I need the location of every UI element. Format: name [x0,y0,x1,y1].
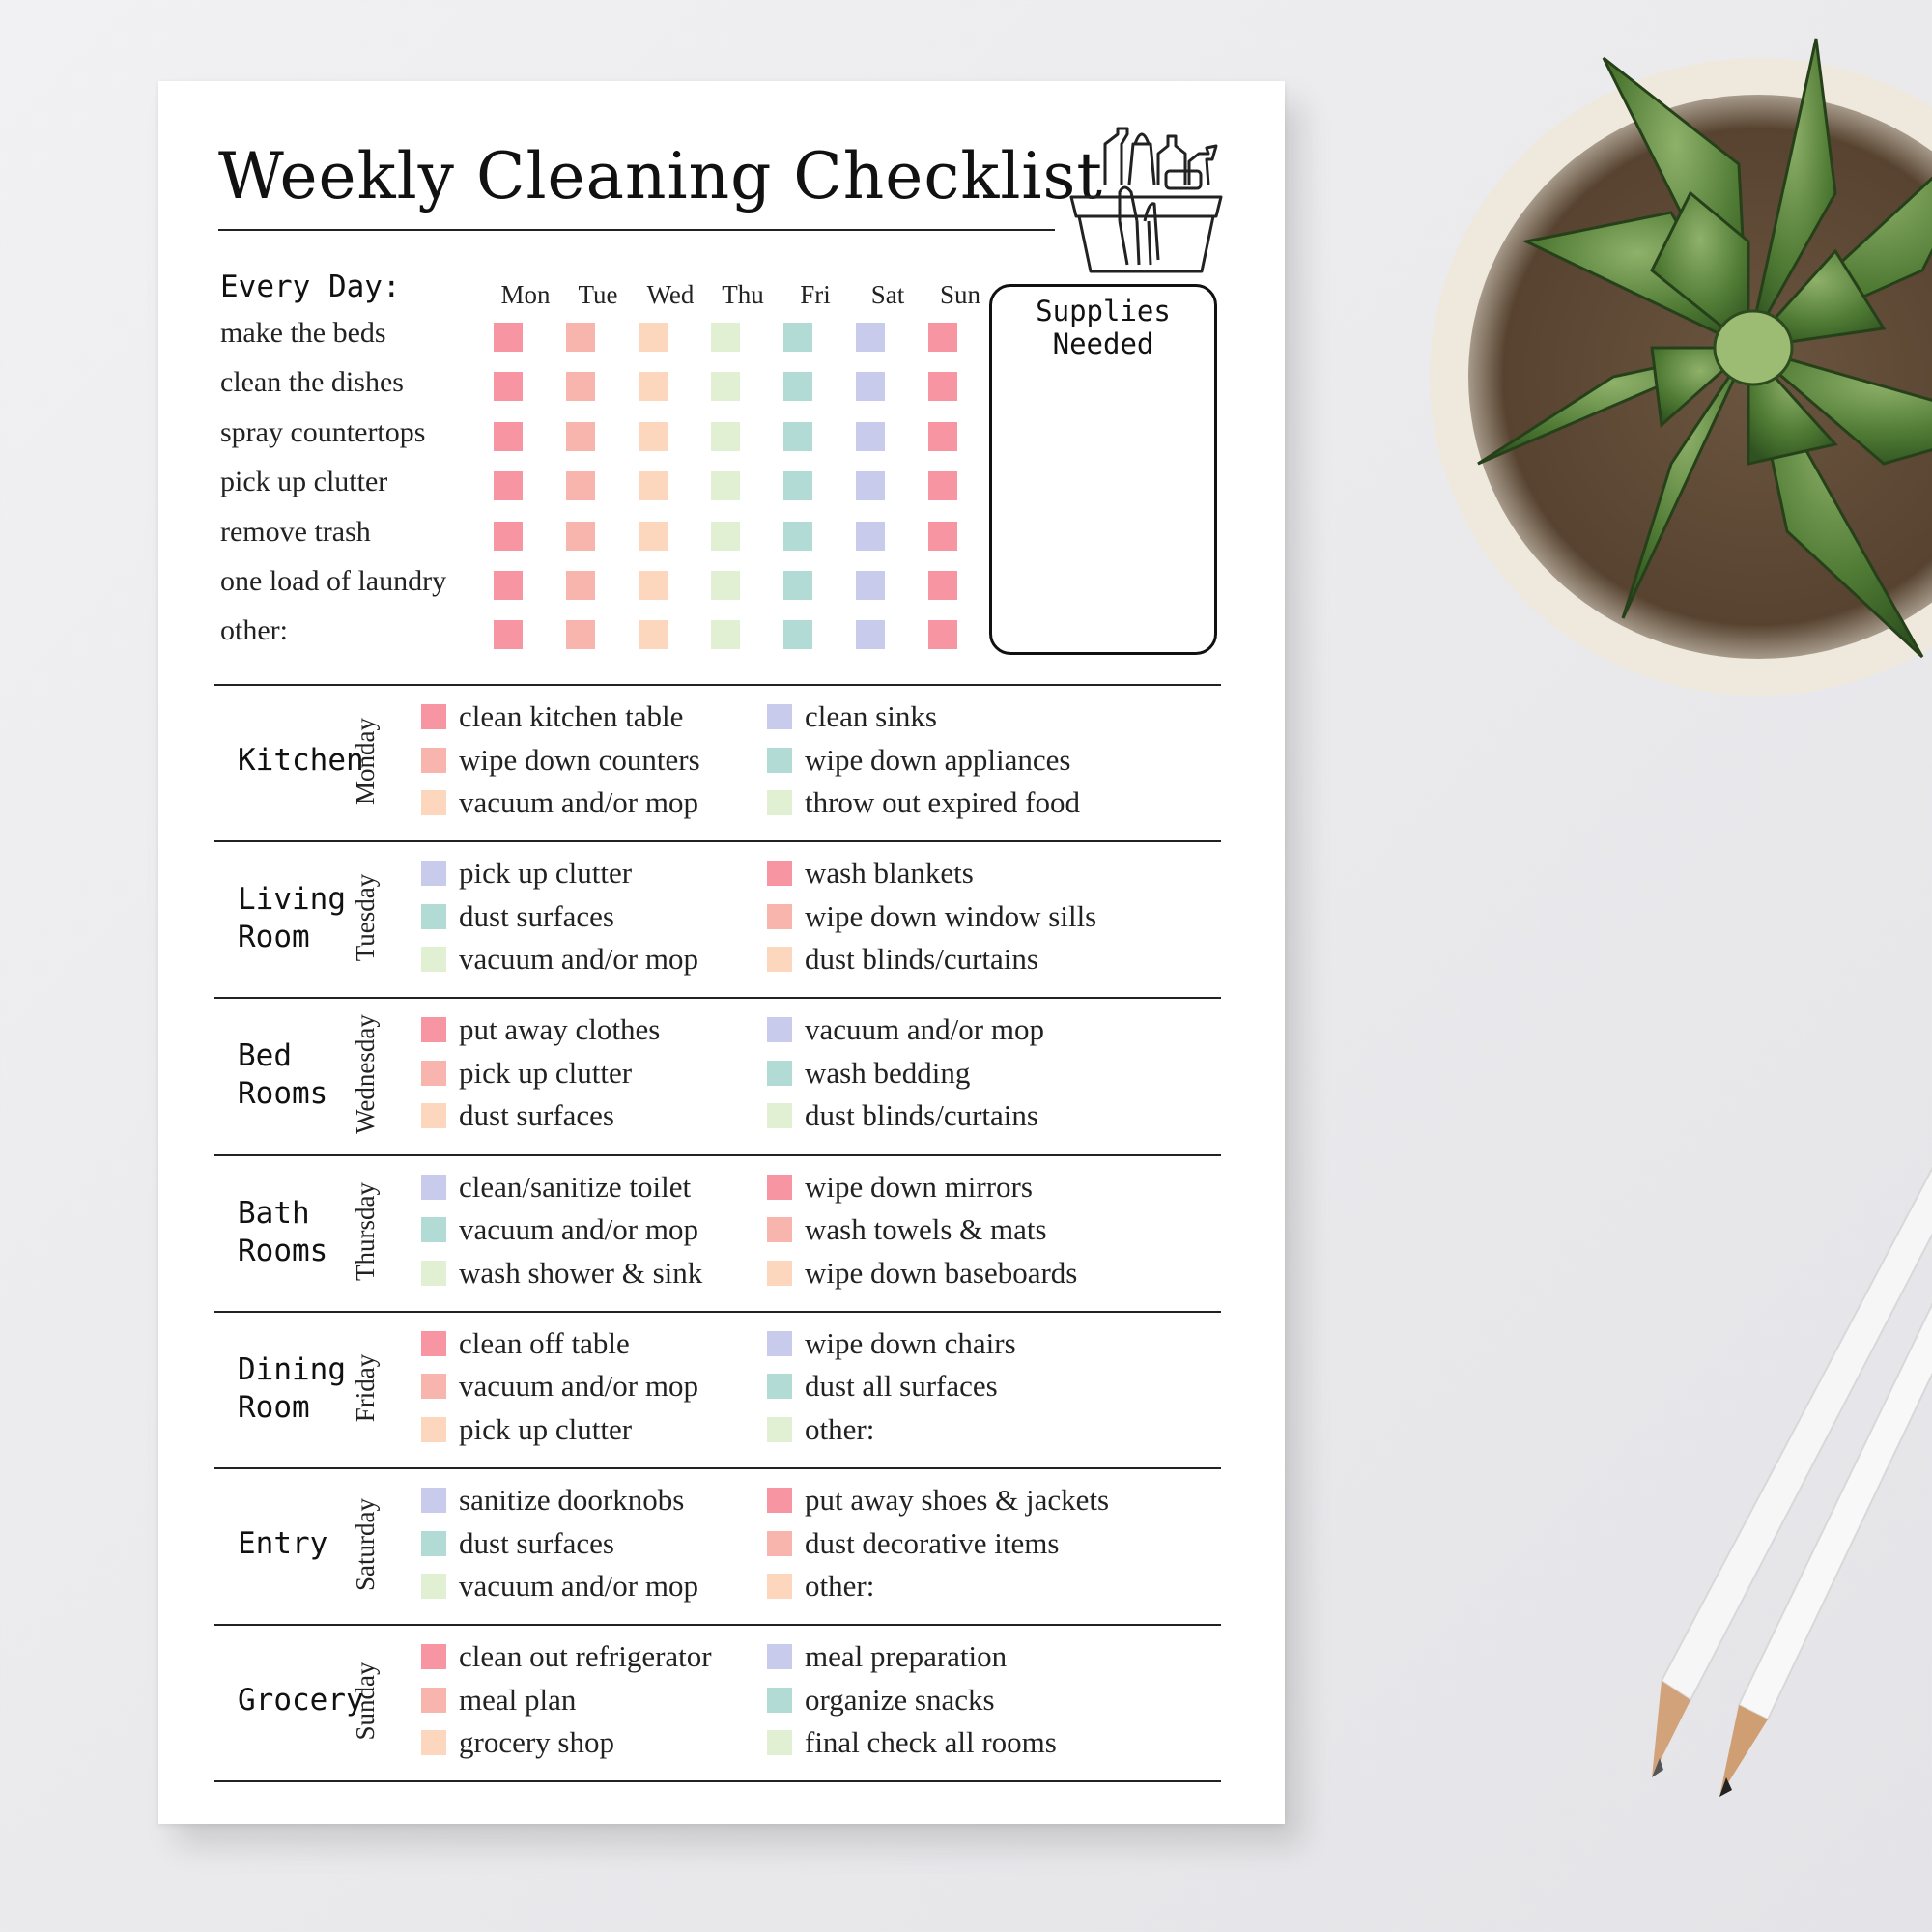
everyday-checkbox-fri[interactable] [783,471,812,500]
everyday-task-label: remove trash [220,515,371,548]
everyday-checkbox-sat[interactable] [856,620,885,649]
chore-item[interactable] [767,895,1096,938]
room-day-label: Thursday [351,1181,380,1281]
chore-checkbox[interactable] [767,704,792,729]
everyday-checkbox-sun[interactable] [928,620,957,649]
everyday-checkbox-sun[interactable] [928,471,957,500]
section-divider [214,1311,1221,1313]
everyday-task-label: clean the dishes [220,366,404,399]
chore-label: dust surfaces [459,1098,614,1133]
chore-item[interactable] [767,1208,1047,1251]
chore-label: pick up clutter [459,856,633,891]
chore-item[interactable] [767,739,1070,781]
chore-item[interactable] [421,1365,698,1407]
everyday-checkbox-sun[interactable] [928,323,957,352]
day-header-wed: Wed [646,280,695,309]
chore-checkbox[interactable] [421,1331,446,1356]
chore-label: dust surfaces [459,1525,614,1560]
section-divider [214,1467,1221,1469]
chore-checkbox[interactable] [767,1061,792,1086]
chore-item[interactable] [421,781,698,824]
chore-checkbox[interactable] [421,904,446,929]
chore-checkbox[interactable] [767,1017,792,1042]
everyday-checkbox-wed[interactable] [639,422,668,451]
chore-item[interactable] [421,1094,614,1137]
chore-label: vacuum and/or mop [459,1212,698,1247]
chore-checkbox[interactable] [421,861,446,886]
chore-label: wash shower & sink [459,1255,703,1290]
everyday-checkbox-tue[interactable] [566,422,595,451]
everyday-checkbox-wed[interactable] [639,571,668,600]
chore-item[interactable] [421,1721,614,1764]
chore-checkbox[interactable] [421,1103,446,1128]
chore-checkbox[interactable] [767,1574,792,1599]
chore-checkbox[interactable] [421,1488,446,1513]
everyday-heading: Every Day: [220,270,401,304]
chore-item[interactable] [767,1322,1016,1365]
everyday-checkbox-thu[interactable] [711,522,740,551]
everyday-checkbox-fri[interactable] [783,372,812,401]
chore-checkbox[interactable] [421,1644,446,1669]
chore-label: wash blankets [805,856,974,891]
chore-item[interactable] [767,1635,1007,1678]
everyday-checkbox-mon[interactable] [494,571,523,600]
everyday-checkbox-sat[interactable] [856,522,885,551]
chore-checkbox[interactable] [767,1488,792,1513]
chore-item[interactable] [767,1479,1109,1521]
chore-item[interactable] [767,1052,970,1094]
everyday-checkbox-thu[interactable] [711,471,740,500]
day-header-sat: Sat [870,280,905,309]
chore-item[interactable] [421,1252,702,1294]
section-divider [214,684,1221,686]
everyday-checkbox-tue[interactable] [566,522,595,551]
everyday-checkbox-sun[interactable] [928,422,957,451]
room-day-label: Friday [351,1353,380,1423]
chore-checkbox[interactable] [767,1217,792,1242]
chore-checkbox[interactable] [421,1374,446,1399]
chore-label: clean sinks [805,699,937,733]
room-name: Entry [238,1526,328,1561]
day-header-sun: Sun [939,280,981,309]
title-underline [218,229,1055,231]
everyday-checkbox-fri[interactable] [783,522,812,551]
pencils-image [1526,1140,1932,1797]
everyday-checkbox-tue[interactable] [566,471,595,500]
chore-label: organize snacks [805,1682,995,1717]
everyday-checkbox-thu[interactable] [711,571,740,600]
chore-label: wipe down counters [459,742,700,777]
chore-label: dust surfaces [459,898,614,933]
chore-checkbox[interactable] [767,947,792,972]
chore-checkbox[interactable] [767,1688,792,1713]
chore-checkbox[interactable] [767,1331,792,1356]
chore-checkbox[interactable] [767,1374,792,1399]
chore-label: vacuum and/or mop [459,1569,698,1603]
everyday-checkbox-thu[interactable] [711,620,740,649]
everyday-checkbox-sat[interactable] [856,323,885,352]
day-header-thu: Thu [722,280,764,309]
chore-checkbox[interactable] [767,861,792,886]
chore-label: dust decorative items [805,1525,1060,1560]
everyday-task-label: spray countertops [220,415,426,448]
everyday-checkbox-wed[interactable] [639,522,668,551]
chore-checkbox[interactable] [421,947,446,972]
everyday-checkbox-fri[interactable] [783,571,812,600]
chore-checkbox[interactable] [767,1175,792,1200]
room-name: Kitchen [238,743,364,778]
chore-label: wipe down window sills [805,898,1097,933]
chore-label: final check all rooms [805,1725,1057,1760]
chore-item[interactable] [767,852,974,895]
supplies-title: Supplies Needed [1036,295,1171,360]
chore-checkbox[interactable] [767,1103,792,1128]
chore-label: vacuum and/or mop [805,1012,1044,1047]
chore-label: vacuum and/or mop [459,1369,698,1404]
section-divider [214,997,1221,999]
chore-label: wash towels & mats [805,1212,1047,1247]
chore-item[interactable] [421,1009,660,1051]
chore-checkbox[interactable] [421,1061,446,1086]
chore-label: wipe down mirrors [805,1169,1033,1204]
room-name: Dining Room [238,1351,346,1425]
chore-label: other: [805,1411,875,1446]
section-divider [214,1154,1221,1156]
chore-checkbox[interactable] [767,1644,792,1669]
chore-label: pick up clutter [459,1411,633,1446]
room-day-label: Sunday [351,1662,380,1741]
chore-label: throw out expired food [805,785,1080,819]
chore-checkbox[interactable] [767,790,792,815]
chore-item[interactable] [767,1522,1059,1565]
everyday-checkbox-thu[interactable] [711,422,740,451]
chore-item[interactable] [767,1365,998,1407]
everyday-task-label: pick up clutter [220,466,388,498]
chore-label: wash bedding [805,1055,971,1090]
chore-item[interactable] [421,1052,632,1094]
chore-item[interactable] [421,1522,614,1565]
everyday-checkbox-sun[interactable] [928,522,957,551]
page-title: Weekly Cleaning Checklist [218,139,1103,213]
everyday-checkbox-thu[interactable] [711,372,740,401]
chore-item[interactable] [767,938,1038,980]
room-day-label: Tuesday [351,873,380,962]
chore-checkbox[interactable] [767,1531,792,1556]
room-name: Bath Rooms [238,1195,328,1268]
chore-label: dust all surfaces [805,1369,998,1404]
everyday-task-label: one load of laundry [220,565,447,597]
room-day-label: Saturday [351,1498,380,1591]
chore-item[interactable] [421,895,614,938]
chore-label: vacuum and/or mop [459,785,698,819]
everyday-checkbox-tue[interactable] [566,372,595,401]
chore-checkbox[interactable] [421,1261,446,1286]
chore-label: other: [805,1569,875,1603]
section-divider [214,1780,1221,1782]
chore-checkbox[interactable] [767,748,792,773]
chore-label: clean/sanitize toilet [459,1169,692,1204]
everyday-checkbox-sun[interactable] [928,372,957,401]
chore-item[interactable] [767,1679,995,1721]
everyday-checkbox-mon[interactable] [494,372,523,401]
chore-checkbox[interactable] [421,1531,446,1556]
chore-item[interactable] [421,1479,684,1521]
everyday-checkbox-mon[interactable] [494,522,523,551]
everyday-checkbox-sun[interactable] [928,571,957,600]
section-divider [214,1624,1221,1626]
everyday-checkbox-wed[interactable] [639,471,668,500]
chore-item[interactable] [421,1679,576,1721]
chore-checkbox[interactable] [767,1417,792,1442]
chore-item[interactable] [767,1252,1077,1294]
room-day-label: Wednesday [351,1014,380,1135]
everyday-checkbox-mon[interactable] [494,620,523,649]
chore-item[interactable] [421,1166,691,1208]
chore-checkbox[interactable] [767,1730,792,1755]
chore-label: sanitize doorknobs [459,1483,685,1517]
chore-item[interactable] [421,1635,712,1678]
chore-checkbox[interactable] [421,1574,446,1599]
succulent-plant-image [1381,0,1932,773]
everyday-checkbox-wed[interactable] [639,372,668,401]
everyday-checkbox-sat[interactable] [856,422,885,451]
chore-item[interactable] [421,739,700,781]
chore-item[interactable] [767,1565,874,1607]
chore-label: wipe down baseboards [805,1255,1078,1290]
chore-item[interactable] [421,1565,698,1607]
everyday-checkbox-fri[interactable] [783,422,812,451]
chore-label: meal preparation [805,1639,1008,1674]
chore-item[interactable] [421,852,632,895]
day-header-tue: Tue [578,280,618,309]
section-divider [214,840,1221,842]
chore-checkbox[interactable] [421,1175,446,1200]
everyday-checkbox-sat[interactable] [856,571,885,600]
chore-checkbox[interactable] [421,704,446,729]
chore-item[interactable] [421,1408,632,1451]
chore-label: dust blinds/curtains [805,1098,1038,1133]
chore-checkbox[interactable] [767,1261,792,1286]
chore-checkbox[interactable] [421,748,446,773]
chore-checkbox[interactable] [421,1688,446,1713]
chore-label: clean out refrigerator [459,1639,712,1674]
cleaning-basket-icon [1062,125,1231,279]
chore-item[interactable] [767,1009,1044,1051]
chore-checkbox[interactable] [421,1217,446,1242]
everyday-checkbox-fri[interactable] [783,620,812,649]
chore-item[interactable] [421,1322,630,1365]
everyday-checkbox-mon[interactable] [494,471,523,500]
everyday-checkbox-thu[interactable] [711,323,740,352]
chore-label: wipe down chairs [805,1325,1016,1360]
chore-item[interactable] [767,696,937,738]
everyday-checkbox-fri[interactable] [783,323,812,352]
chore-checkbox[interactable] [421,1017,446,1042]
chore-label: pick up clutter [459,1055,633,1090]
chore-item[interactable] [767,1721,1057,1764]
room-name: Grocery [238,1683,364,1719]
chore-item[interactable] [421,696,683,738]
everyday-task-label: make the beds [220,317,386,349]
room-day-label: Monday [351,718,380,805]
chore-label: dust blinds/curtains [805,942,1038,977]
chore-item[interactable] [421,1208,698,1251]
chore-label: put away clothes [459,1012,661,1047]
room-name: Bed Rooms [238,1038,328,1112]
chore-label: wipe down appliances [805,742,1071,777]
everyday-checkbox-sat[interactable] [856,372,885,401]
everyday-checkbox-wed[interactable] [639,620,668,649]
chore-label: meal plan [459,1682,577,1717]
chore-checkbox[interactable] [421,790,446,815]
day-header-fri: Fri [800,280,831,309]
everyday-checkbox-tue[interactable] [566,323,595,352]
checklist-sheet [158,81,1285,1824]
chore-checkbox[interactable] [421,1730,446,1755]
chore-item[interactable] [767,1166,1033,1208]
room-name: Living Room [238,882,346,955]
everyday-checkbox-wed[interactable] [639,323,668,352]
chore-label: clean kitchen table [459,699,684,733]
supplies-needed-box[interactable] [989,284,1217,655]
chore-label: grocery shop [459,1725,614,1760]
everyday-checkbox-tue[interactable] [566,620,595,649]
everyday-checkbox-tue[interactable] [566,571,595,600]
everyday-task-label: other: [220,614,288,647]
everyday-checkbox-sat[interactable] [856,471,885,500]
chore-label: put away shoes & jackets [805,1483,1110,1517]
day-header-mon: Mon [500,280,551,309]
chore-label: clean off table [459,1325,630,1360]
chore-checkbox[interactable] [421,1417,446,1442]
chore-item[interactable] [421,938,698,980]
everyday-checkbox-mon[interactable] [494,422,523,451]
everyday-checkbox-mon[interactable] [494,323,523,352]
chore-checkbox[interactable] [767,904,792,929]
chore-item[interactable] [767,1094,1038,1137]
chore-item[interactable] [767,781,1080,824]
chore-item[interactable] [767,1408,874,1451]
chore-label: vacuum and/or mop [459,942,698,977]
